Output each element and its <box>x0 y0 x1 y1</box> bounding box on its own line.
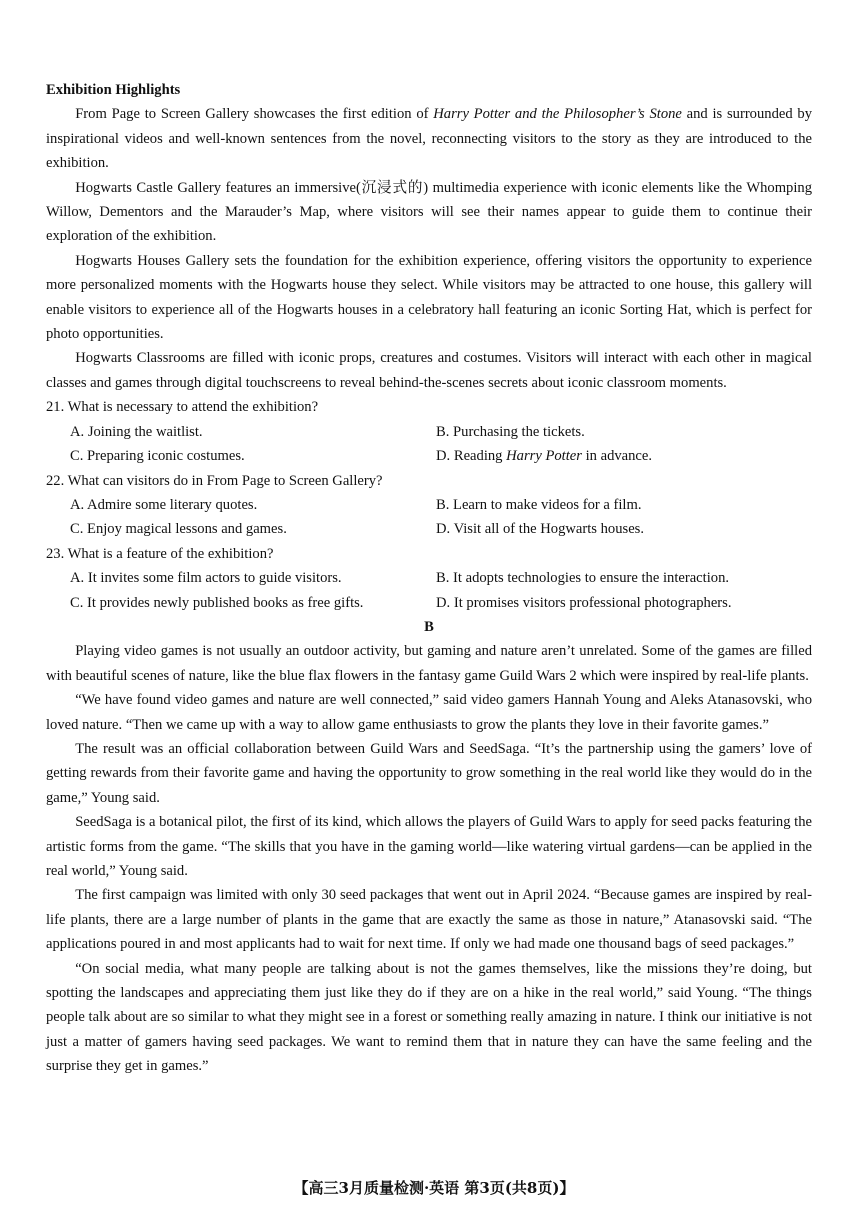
paragraph-text: and is surrounded by inspirational videos and well-known sentences from the novel, reconnecting visitors to the story as they are introduced to the exhibition. <box>46 106 812 172</box>
paragraph-page-to-screen <box>46 102 812 175</box>
paragraph-castle-gallery: Hogwarts Castle Gallery features an immersive(沉浸式的) multimedia experience with iconic elements like the Whomping Willow, Dementors and the Marauder’s Map, where visitors will see their names appear to guide them to continue their exploration of the exhibition. <box>46 179 812 245</box>
paragraph-b-3: The result was an official collaboration between Guild Wars and SeedSaga. “It’s the partnership using the gamers’ love of getting rewards from their favorite game and having the opportunity to grow something in the real world like they would do in the game,” Young said. <box>46 740 812 806</box>
option-text: D. Reading <box>436 448 507 465</box>
paragraph-b-5: The first campaign was limited with only 30 seed packages that went out in April 2024. “Because games are inspired by real-life plants, there are a large number of plants in the game that are exactly the same as those in nature,” Atanasovski said. “The applications poured in and most applicants had to wait for next time. If only we had made one thousand bags of seed packages.” <box>46 887 812 953</box>
section-b-label: B <box>424 618 434 635</box>
option-22-d: D. Visit all of the Hogwarts houses. <box>436 521 645 538</box>
option-text: in advance. <box>581 448 653 465</box>
option-23-b: B. It adopts technologies to ensure the interaction. <box>436 570 730 587</box>
option-21-c: C. Preparing iconic costumes. <box>70 448 245 465</box>
page-footer: 【高三3月质量检测·英语 第3页(共8页)】 <box>293 1179 575 1197</box>
question-22-options <box>46 493 812 542</box>
option-22-c: C. Enjoy magical lessons and games. <box>70 521 287 538</box>
paragraph-b-4: SeedSaga is a botanical pilot, the first of its kind, which allows the players of Guild Wars to apply for seed packs featuring the artistic forms from the game. “The skills that you have in the gaming world—like watering virtual gardens—can be applied in the real world,” Young said. <box>46 814 812 879</box>
option-21-a: A. Joining the waitlist. <box>70 423 203 440</box>
question-21-stem: 21. What is necessary to attend the exhibition? <box>46 399 319 416</box>
option-23-d: D. It promises visitors professional photographers. <box>436 594 732 611</box>
option-23-a: A. It invites some film actors to guide visitors. <box>70 570 342 587</box>
book-title: Harry Potter <box>506 448 582 465</box>
question-23-stem: 23. What is a feature of the exhibition? <box>46 545 274 562</box>
question-23-options <box>46 566 812 615</box>
paragraph-b-6: “On social media, what many people are talking about is not the games themselves, like the missions they’re doing, but spotting the landscapes and appreciating them just like they do if they are on a hike in the real world,” said Young. “The things people talk about are so similar to what they might see in a forest or something really amazing in nature. I think our initiative is not just a matter of gamers having seed packages. We want to remind them that in nature they can have the same feeling and the surprise they get in games.” <box>46 960 812 1075</box>
book-title: Harry Potter and the Philosopher’s Stone <box>433 106 682 123</box>
option-21-b: B. Purchasing the tickets. <box>436 423 585 440</box>
option-23-c: C. It provides newly published books as free gifts. <box>70 594 364 611</box>
option-22-a: A. Admire some literary quotes. <box>70 496 258 513</box>
option-21-d <box>436 444 836 468</box>
paragraph-text: From Page to Screen Gallery showcases the first edition of <box>75 106 434 123</box>
page-content <box>46 78 812 1079</box>
question-22-stem: 22. What can visitors do in From Page to Screen Gallery? <box>46 472 383 489</box>
paragraph-b-1: Playing video games is not usually an outdoor activity, but gaming and nature aren’t unrelated. Some of the games are filled with beautiful scenes of nature, like the blue flax flowers in the fantasy game Guild Wars 2 which were inspired by real-life plants. <box>46 643 812 684</box>
question-21-options <box>46 420 812 469</box>
section-heading: Exhibition Highlights <box>46 82 181 98</box>
paragraph-b-2: “We have found video games and nature are well connected,” said video gamers Hannah Young and Aleks Atanasovski, who loved nature. “Then we came up with a way to allow game enthusiasts to grow the plants they love in their favorite games.” <box>46 692 812 733</box>
paragraph-houses-gallery: Hogwarts Houses Gallery sets the foundation for the exhibition experience, offering visitors the opportunity to experience more personalized moments with the Hogwarts house they select. While visitors may be attracted to one house, this gallery will enable visitors to experience all of the Hogwarts houses in a celebratory hall featuring an iconic Sorting Hat, which is perfect for photo opportunities. <box>46 252 812 343</box>
option-22-b: B. Learn to make videos for a film. <box>436 496 642 513</box>
paragraph-classrooms: Hogwarts Classrooms are filled with iconic props, creatures and costumes. Visitors will interact with each other in magical classes and games through digital touchscreens to reveal behind-the-scenes secrets about iconic classroom moments. <box>46 350 812 391</box>
